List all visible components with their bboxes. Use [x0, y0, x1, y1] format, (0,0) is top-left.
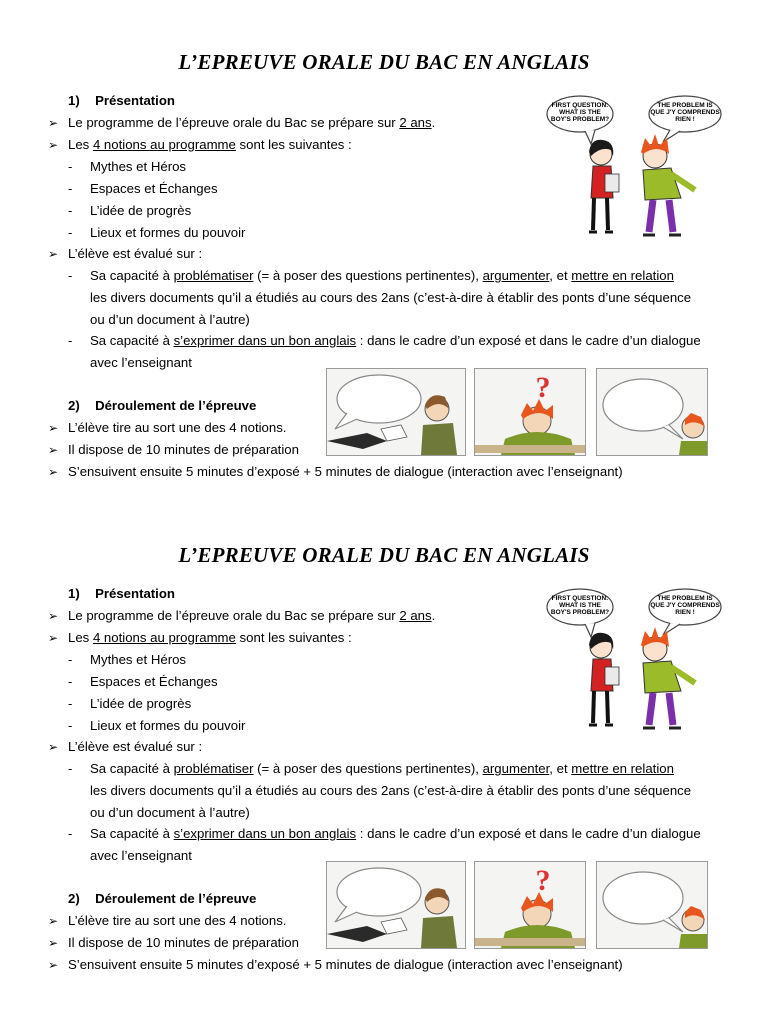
- notion-item: L’idée de progrès: [90, 203, 192, 218]
- talking-profile-drawing: [597, 862, 707, 948]
- talking-profile-drawing: [597, 369, 707, 455]
- underlined-text: problématiser: [173, 268, 254, 283]
- criterion-line: [90, 267, 674, 285]
- text-span: (= à poser des questions pertinentes),: [253, 268, 483, 283]
- bubble-text: THE PROBLEM IS QUE J'Y COMPRENDS RIEN !: [650, 595, 720, 616]
- section-number: 2): [68, 398, 80, 413]
- bullet-text: S’ensuivent ensuite 5 minutes d’exposé + 5 minutes de dialogue (interaction avec l’enseignant): [68, 464, 623, 479]
- dash-marker: -: [68, 203, 73, 218]
- dash-marker: -: [68, 718, 73, 733]
- criterion-line: [90, 825, 701, 843]
- underlined-text: mettre en relation: [571, 761, 674, 776]
- notion-item: Lieux et formes du pouvoir: [90, 718, 246, 733]
- text-span: , et: [549, 761, 572, 776]
- bullet-arrow-icon: ➢: [48, 247, 59, 261]
- text-span: Les: [68, 630, 93, 645]
- bubble-text: FIRST QUESTION: WHAT IS THE BOY'S PROBLEM?: [550, 595, 610, 616]
- underlined-text: s’exprimer dans un bon anglais: [173, 826, 357, 841]
- text-span: : dans le cadre d’un exposé et dans le cadre d’un dialogue: [356, 333, 701, 348]
- students-cartoon-illustration: [545, 587, 725, 737]
- handout-copy-2: [0, 493, 768, 983]
- dash-marker: -: [68, 268, 73, 283]
- section-heading: [68, 397, 256, 415]
- illustration-frame: [326, 861, 466, 949]
- text-span: .: [431, 608, 436, 623]
- text-span: : dans le cadre d’un exposé et dans le cadre d’un dialogue: [356, 826, 701, 841]
- section-number: 2): [68, 891, 80, 906]
- dash-marker: -: [68, 333, 73, 348]
- students-cartoon-illustration: [545, 94, 725, 244]
- bullet-arrow-icon: ➢: [48, 421, 59, 435]
- handout-copy-1: [0, 0, 768, 490]
- underlined-text: s’exprimer dans un bon anglais: [173, 333, 357, 348]
- illustration-frame: [474, 861, 586, 949]
- criterion-line: ou d’un document à l’autre): [90, 805, 250, 820]
- dash-marker: -: [68, 761, 73, 776]
- bullet-arrow-icon: ➢: [48, 914, 59, 928]
- bullet-text: L’élève tire au sort une des 4 notions.: [68, 420, 287, 435]
- criterion-line: les divers documents qu’il a étudiés au cours des 2ans (c’est-à-dire à établir des ponts d’une séquence: [90, 290, 692, 305]
- underlined-text: 4 notions au programme: [92, 137, 236, 152]
- section-heading: [68, 92, 175, 110]
- section-title: Présentation: [95, 93, 175, 108]
- text-span: sont les suivantes :: [235, 630, 352, 645]
- criterion-line: ou d’un document à l’autre): [90, 312, 250, 327]
- text-span: Les: [68, 137, 93, 152]
- dash-marker: -: [68, 696, 73, 711]
- question-mark-icon: ?: [535, 371, 551, 404]
- bullet-text: S’ensuivent ensuite 5 minutes d’exposé + 5 minutes de dialogue (interaction avec l’enseignant): [68, 957, 623, 972]
- bullet-arrow-icon: ➢: [48, 740, 59, 754]
- section-title: Présentation: [95, 586, 175, 601]
- bullet-arrow-icon: ➢: [48, 443, 59, 457]
- section-title: Déroulement de l’épreuve: [95, 891, 257, 906]
- bullet-arrow-icon: ➢: [48, 465, 59, 479]
- notion-item: Mythes et Héros: [90, 652, 187, 667]
- underlined-text: mettre en relation: [571, 268, 674, 283]
- text-span: sont les suivantes :: [235, 137, 352, 152]
- section-number: 1): [68, 586, 80, 601]
- text-span: Sa capacité à: [90, 268, 174, 283]
- criterion-line: [90, 760, 674, 778]
- page-title: L’EPREUVE ORALE DU BAC EN ANGLAIS: [178, 543, 590, 567]
- bullet-text: L’élève est évalué sur :: [68, 739, 203, 754]
- bullet-arrow-icon: ➢: [48, 116, 59, 130]
- notion-item: Espaces et Échanges: [90, 674, 218, 689]
- bullet-text: [68, 607, 435, 625]
- illustration-frame: [326, 368, 466, 456]
- bullet-text: Il dispose de 10 minutes de préparation: [68, 935, 299, 950]
- hand-speech-bubble-drawing: [327, 369, 465, 455]
- bullet-text: Il dispose de 10 minutes de préparation: [68, 442, 299, 457]
- criterion-line: [90, 332, 701, 350]
- bullet-arrow-icon: ➢: [48, 958, 59, 972]
- dash-marker: -: [68, 225, 73, 240]
- bullet-arrow-icon: ➢: [48, 138, 59, 152]
- text-span: (= à poser des questions pertinentes),: [253, 761, 483, 776]
- underlined-text: 2 ans: [399, 608, 432, 623]
- bullet-arrow-icon: ➢: [48, 609, 59, 623]
- section-heading: [68, 890, 256, 908]
- notion-item: Mythes et Héros: [90, 159, 187, 174]
- underlined-text: 2 ans: [399, 115, 432, 130]
- underlined-text: argumenter: [482, 268, 550, 283]
- text-span: Sa capacité à: [90, 826, 174, 841]
- text-span: Le programme de l’épreuve orale du Bac se prépare sur: [68, 115, 400, 130]
- bullet-arrow-icon: ➢: [48, 936, 59, 950]
- bubble-text: FIRST QUESTION: WHAT IS THE BOY'S PROBLEM?: [550, 102, 610, 123]
- bullet-text: L’élève tire au sort une des 4 notions.: [68, 913, 287, 928]
- confused-student-drawing: [475, 862, 585, 948]
- bullet-text: L’élève est évalué sur :: [68, 246, 203, 261]
- notion-item: Lieux et formes du pouvoir: [90, 225, 246, 240]
- page-title: L’EPREUVE ORALE DU BAC EN ANGLAIS: [178, 50, 590, 74]
- criterion-line: avec l’enseignant: [90, 848, 192, 863]
- dash-marker: -: [68, 652, 73, 667]
- section-title: Déroulement de l’épreuve: [95, 398, 257, 413]
- section-heading: [68, 585, 175, 603]
- dash-marker: -: [68, 159, 73, 174]
- text-span: .: [431, 115, 436, 130]
- confused-student-drawing: [475, 369, 585, 455]
- section-number: 1): [68, 93, 80, 108]
- dash-marker: -: [68, 181, 73, 196]
- underlined-text: problématiser: [173, 761, 254, 776]
- illustration-frame: [474, 368, 586, 456]
- text-span: Le programme de l’épreuve orale du Bac se prépare sur: [68, 608, 400, 623]
- bullet-text: [68, 629, 352, 647]
- illustration-frame: [596, 368, 708, 456]
- criterion-line: avec l’enseignant: [90, 355, 192, 370]
- text-span: , et: [549, 268, 572, 283]
- text-span: Sa capacité à: [90, 761, 174, 776]
- bullet-text: [68, 136, 352, 154]
- criterion-line: les divers documents qu’il a étudiés au cours des 2ans (c’est-à-dire à établir des ponts d’une séquence: [90, 783, 692, 798]
- underlined-text: argumenter: [482, 761, 550, 776]
- text-span: Sa capacité à: [90, 333, 174, 348]
- dash-marker: -: [68, 674, 73, 689]
- bubble-text: THE PROBLEM IS QUE J'Y COMPRENDS RIEN !: [650, 102, 720, 123]
- notion-item: L’idée de progrès: [90, 696, 192, 711]
- bullet-arrow-icon: ➢: [48, 631, 59, 645]
- underlined-text: 4 notions au programme: [92, 630, 236, 645]
- question-mark-icon: ?: [535, 864, 551, 897]
- notion-item: Espaces et Échanges: [90, 181, 218, 196]
- bullet-text: [68, 114, 435, 132]
- illustration-frame: [596, 861, 708, 949]
- dash-marker: -: [68, 826, 73, 841]
- hand-speech-bubble-drawing: [327, 862, 465, 948]
